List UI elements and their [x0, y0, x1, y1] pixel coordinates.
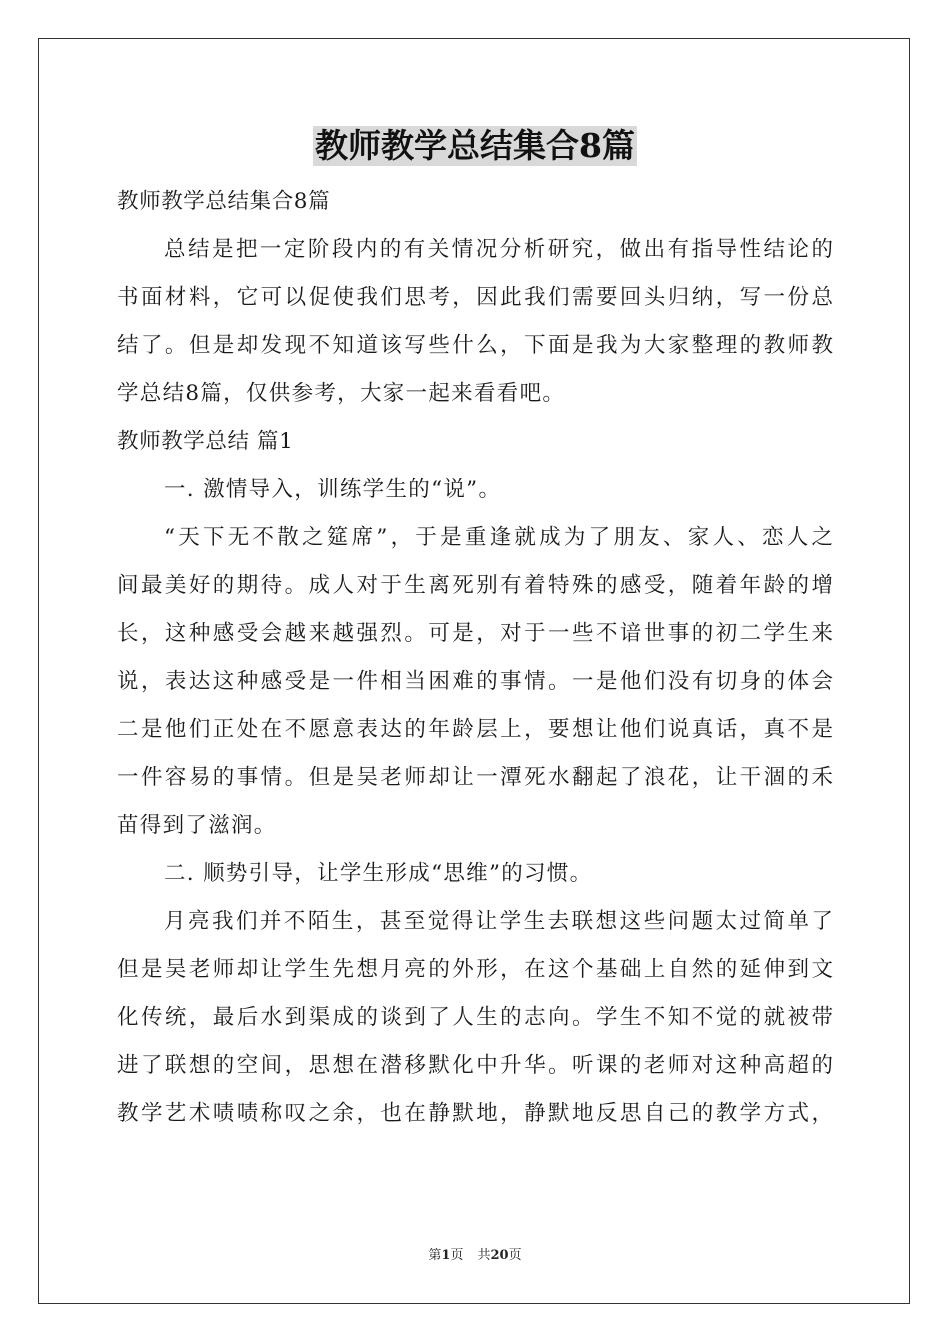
point1-line: 间最美好的期待。成人对于生离死别有着特殊的感受，随着年龄的增: [117, 573, 833, 598]
point2-line: 月亮我们并不陌生，甚至觉得让学生去联想这些问题太过简单了: [164, 909, 833, 934]
point2-line: 教学艺术啧啧称叹之余，也在静默地，静默地反思自己的教学方式，: [117, 1101, 833, 1126]
point1-line: 一件容易的事情。但是吴老师却让一潭死水翻起了浪花，让干涸的禾: [117, 765, 833, 790]
title-wrap: [0, 126, 950, 166]
intro-line: 总结是把一定阶段内的有关情况分析研究，做出有指导性结论的: [164, 237, 833, 262]
point1-line: “天下无不散之筵席”，于是重逢就成为了朋友、家人、恋人之: [164, 525, 833, 550]
point2-line: 进了联想的空间，思想在潜移默化中升华。听课的老师对这种高超的: [117, 1053, 833, 1078]
point1-line: 说，表达这种感受是一件相当困难的事情。一是他们没有切身的体会: [117, 669, 833, 694]
page-suffix: 页: [450, 1248, 464, 1263]
intro-line: 结了。但是却发现不知道该写些什么，下面是我为大家整理的教师教: [117, 333, 833, 358]
total-suffix: 页: [508, 1248, 522, 1263]
point1-heading: 一. 激情导入，训练学生的“说”。: [164, 477, 502, 502]
point1-line: 苗得到了滋润。: [117, 813, 277, 838]
point1-line: 二是他们正处在不愿意表达的年龄层上，要想让他们说真话，真不是: [117, 717, 833, 742]
document-subtitle: 教师教学总结集合8篇: [117, 189, 331, 214]
section-title: 教师教学总结 篇1: [117, 429, 294, 454]
total-pages: 20: [490, 1248, 509, 1263]
page-number: 1: [441, 1248, 451, 1263]
intro-line: 书面材料，它可以促使我们思考，因此我们需要回头归纳，写一份总: [117, 285, 833, 310]
intro-line: 学总结8篇，仅供参考，大家一起来看看吧。: [117, 381, 566, 406]
point2-heading: 二. 顺势引导，让学生形成“思维”的习惯。: [164, 861, 593, 886]
point1-line: 长，这种感受会越来越强烈。可是，对于一些不谙世事的初二学生来: [117, 621, 833, 646]
point2-line: 但是吴老师却让学生先想月亮的外形，在这个基础上自然的延伸到文: [117, 957, 833, 982]
total-prefix: 共: [477, 1248, 491, 1263]
page-prefix: 第: [428, 1248, 442, 1263]
point2-line: 化传统，最后水到渠成的谈到了人生的志向。学生不知不觉的就被带: [117, 1005, 833, 1030]
page-footer: [0, 1244, 950, 1263]
document-body: [117, 178, 833, 1138]
document-title: 教师教学总结集合8篇: [315, 126, 635, 165]
